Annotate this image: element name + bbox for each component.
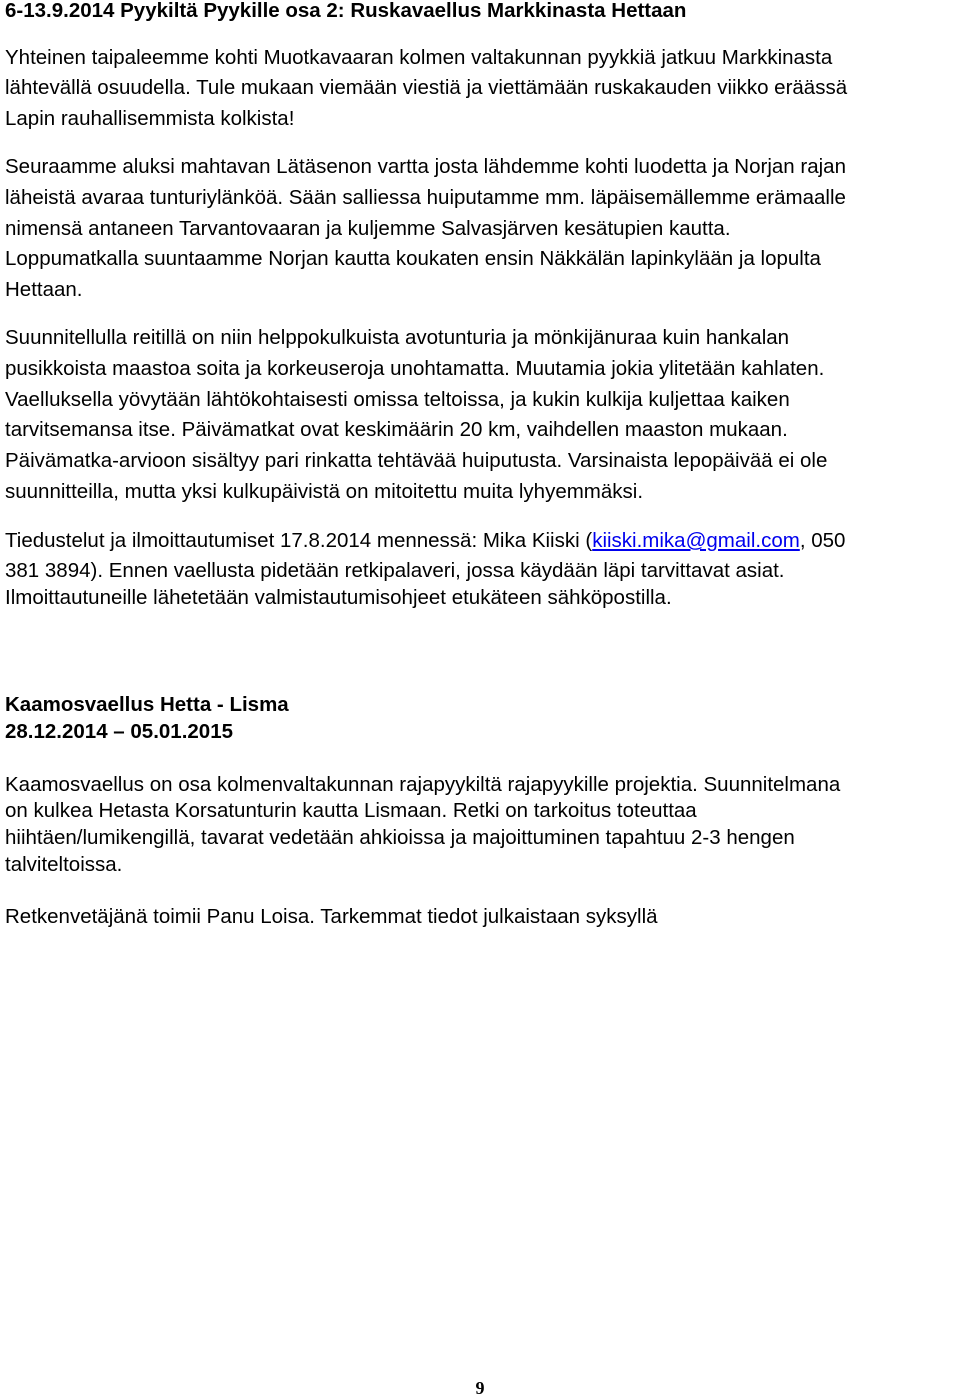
section-dates: 28.12.2014 – 05.01.2015 <box>5 720 233 743</box>
paragraph-line: tarvitsemansa itse. Päivämatkat ovat keskimäärin 20 km, vaihdellen maaston mukaan. <box>5 418 788 441</box>
paragraph-line: Hettaan. <box>5 278 83 301</box>
contact-line <box>5 528 845 554</box>
paragraph-line: Seuraamme aluksi mahtavan Lätäsenon vartta josta lähdemme kohti luodetta ja Norjan rajan <box>5 155 846 178</box>
paragraph-line: talviteltoissa. <box>5 853 123 876</box>
paragraph-line: Suunnitellulla reitillä on niin helppokulkuista avotunturia ja mönkijänuraa kuin hankalan <box>5 326 790 349</box>
paragraph-line: Lapin rauhallisemmista kolkista! <box>5 107 295 130</box>
paragraph-line: on kulkea Hetasta Korsatunturin kautta Lismaan. Retki on tarkoitus toteuttaa <box>5 799 697 822</box>
paragraph-line: Ilmoittautuneille lähetetään valmistautumisohjeet etukäteen sähköpostilla. <box>5 586 672 609</box>
email-link[interactable]: kiiski.mika@gmail.com <box>592 529 800 552</box>
guide-paragraph: Retkenvetäjänä toimii Panu Loisa. Tarkemmat tiedot julkaistaan syksyllä <box>5 905 658 928</box>
paragraph-line: lähtevällä osuudella. Tule mukaan viemään viestiä ja viettämään ruskakauden viikko eräässä <box>5 76 848 99</box>
section-title-kaamosvaellus: Kaamosvaellus Hetta - Lisma <box>5 693 289 716</box>
paragraph-line: läheistä avaraa tunturiylänköä. Sään salliessa huiputamme mm. läpäisemällemme erämaalle <box>5 186 846 209</box>
paragraph-line: Loppumatkalla suuntaamme Norjan kautta koukaten ensin Näkkälän lapinkylään ja lopulta <box>5 247 821 270</box>
section-title-ruskavaellus: 6-13.9.2014 Pyykiltä Pyykille osa 2: Ruskavaellus Markkinasta Hettaan <box>5 0 687 22</box>
paragraph-line: Kaamosvaellus on osa kolmenvaltakunnan rajapyykiltä rajapyykille projektia. Suunnitelmana <box>5 773 841 796</box>
paragraph-line: suunnitteilla, mutta yksi kulkupäivistä on mitoitettu muita lyhyemmäksi. <box>5 480 644 503</box>
paragraph-line: Päivämatka-arvioon sisältyy pari rinkatta tehtävää huiputusta. Varsinaista lepopäivää ei ole <box>5 449 828 472</box>
paragraph-line: Yhteinen taipaleemme kohti Muotkavaaran kolmen valtakunnan pyykkiä jatkuu Markkinasta <box>5 46 833 69</box>
paragraph-line: 381 3894). Ennen vaellusta pidetään retkipalaveri, jossa käydään läpi tarvittavat asiat. <box>5 559 785 582</box>
contact-text: Tiedustelut ja ilmoittautumiset 17.8.2014 mennessä: Mika Kiiski ( <box>5 529 593 552</box>
paragraph-line: nimensä antaneen Tarvantovaaran ja kuljemme Salvasjärven kesätupien kautta. <box>5 217 731 240</box>
paragraph-line: hiihtäen/lumikengillä, tavarat vedetään ahkioissa ja majoittuminen tapahtuu 2-3 hengen <box>5 826 795 849</box>
paragraph-line: Vaelluksella yövytään lähtökohtaisesti omissa teltoissa, ja kukin kulkija kuljettaa kaiken <box>5 388 790 411</box>
page-number: 9 <box>475 1378 485 1398</box>
contact-phone-prefix: , 050 <box>799 529 846 552</box>
paragraph-line: pusikkoista maastoa soita ja korkeuseroja unohtamatta. Muutamia jokia ylitetään kahlaten. <box>5 357 825 380</box>
